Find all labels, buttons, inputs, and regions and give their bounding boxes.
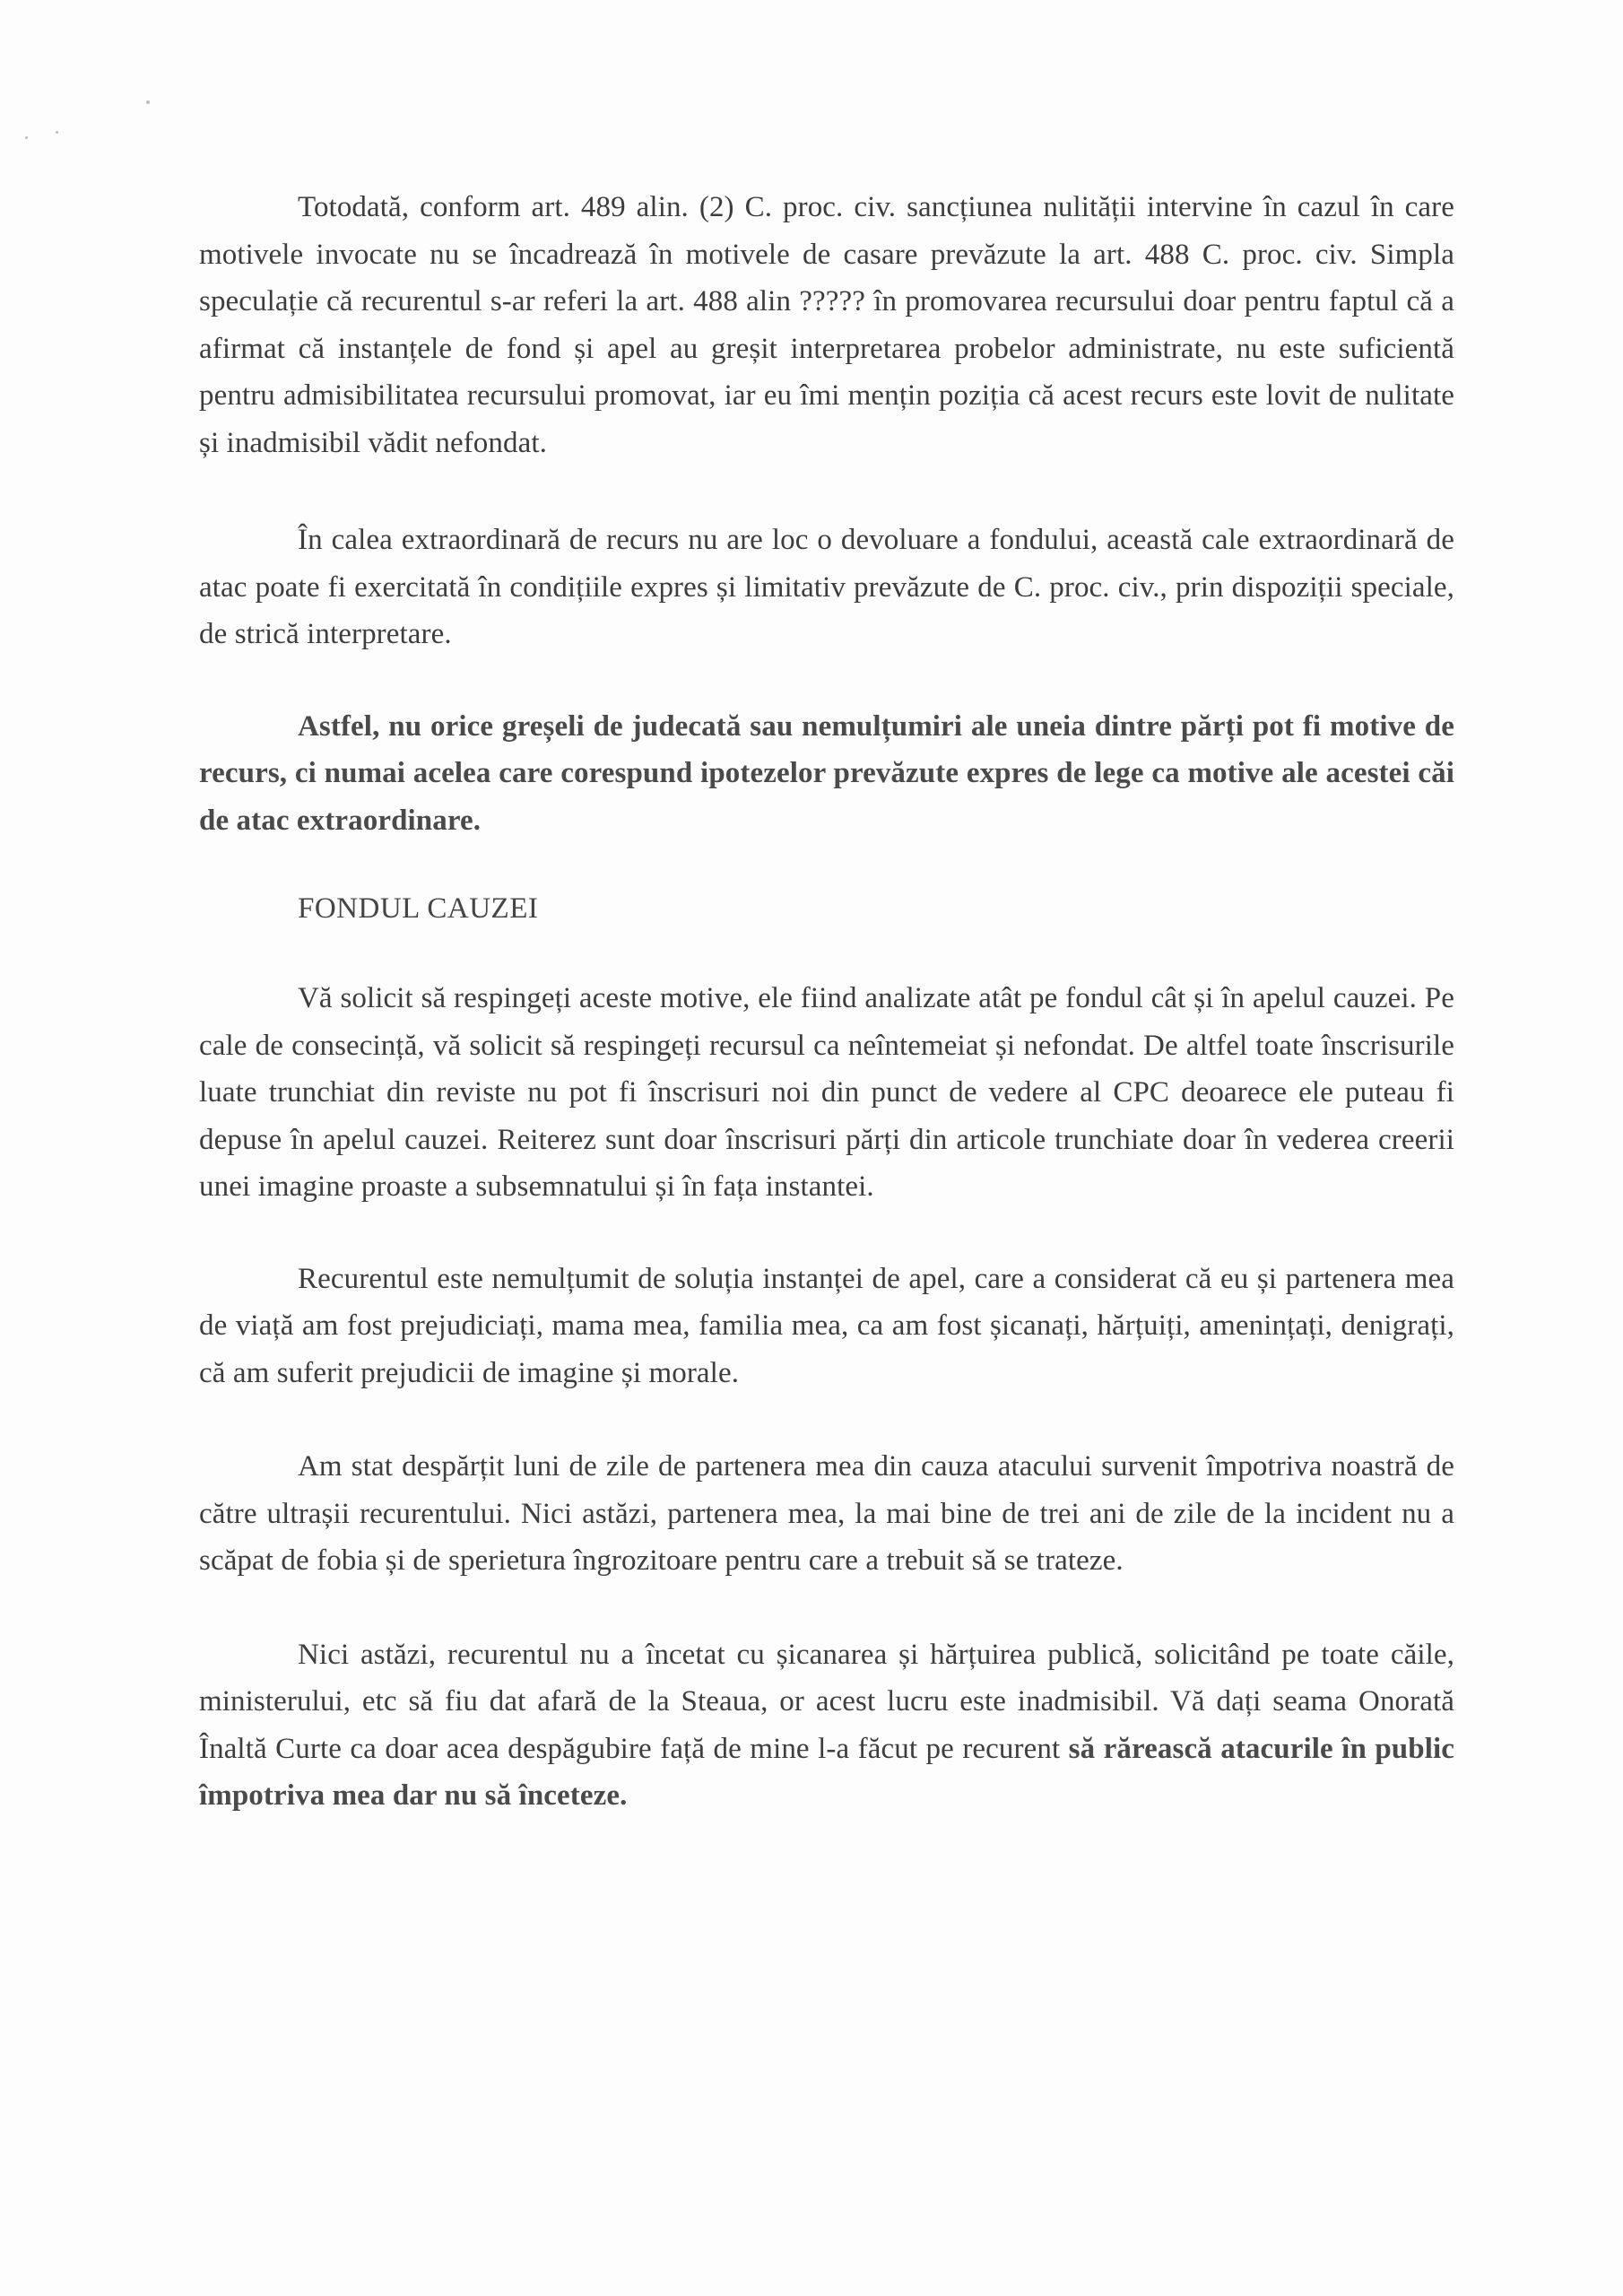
scan-speck bbox=[25, 136, 28, 139]
paragraph-harassment bbox=[199, 1631, 1454, 1820]
paragraph-harassment-emphasis: să rărească atacurile în public împotriva mea dar nu să înceteze. bbox=[199, 1732, 1454, 1812]
scan-speck bbox=[56, 131, 58, 134]
paragraph-harassment-text: Nici astăzi, recurentul nu a încetat cu șicanarea și hărțuirea publică, solicitând pe toate căile, ministerului, etc să fiu dat afară de la Steaua, or acest lucru este inadmisibil. Vă dați seama Onorată Înaltă Curte ca doar acea despăgubire față de mine l-a făcut pe recurent bbox=[199, 1638, 1454, 1765]
paragraph-recourse-grounds: Astfel, nu orice greșeli de judecată sau nemulțumiri ale uneia dintre părți pot fi motive de recurs, ci numai acelea care corespund ipotezelor prevăzute expres de lege ca motive ale acestei căi de atac extraordinare. bbox=[199, 709, 1454, 837]
paragraph-appellant-discontent: Recurentul este nemulțumit de soluția instanței de apel, care a considerat că eu și partenera mea de viață am fost prejudiciați, mama mea, familia mea, ca am fost șicanați, hărțuiți, amenințați, denigrați, că am suferit prejudicii de imagine și morale. bbox=[199, 1262, 1454, 1389]
paragraph-nullity: Totodată, conform art. 489 alin. (2) C. proc. civ. sancțiunea nulității intervine în cazul în care motivele invocate nu se încadrează în motivele de casare prevăzute la art. 488 C. proc. civ. Simpla speculație că recurentul s-ar referi la art. 488 alin ????? în promovarea recursului doar pentru faptul că a afirmat că instanțele de fond și apel au greșit interpretarea probelor administrate, nu este suficientă pentru admisibilitatea recursului promovat, iar eu îmi mențin poziția că acest recurs este lovit de nulitate și inadmisibil vădit nefondat. bbox=[199, 191, 1454, 459]
paragraph-request-rejection: Vă solicit să respingeți aceste motive, ele fiind analizate atât pe fondul cât și în apelul cauzei. Pe cale de consecință, vă solicit să respingeți recursul ca neîntemeiat și nefondat. De altfel toate înscrisurile luate trunchiat din reviste nu pot fi înscrisuri noi din punct de vedere al CPC deoarece ele puteau fi depuse în apelul cauzei. Reiterez sunt doar înscrisuri părți din articole trunchiate doar în vederea creerii unei imagine proaste a subsemnatului și în fața instantei. bbox=[199, 982, 1454, 1203]
paragraph-separation: Am stat despărțit luni de zile de partenera mea din cauza atacului survenit împotriva noastră de către ultrașii recurentului. Nici astăzi, partenera mea, la mai bine de trei ani de zile de la incident nu a scăpat de fobia și de sperietura îngrozitoare pentru care a trebuit să se trateze. bbox=[199, 1450, 1454, 1577]
scan-speck bbox=[146, 100, 150, 104]
section-heading: FONDUL CAUZEI bbox=[298, 892, 539, 925]
paragraph-extraordinary-appeal: În calea extraordinară de recurs nu are loc o devoluare a fondului, această cale extraordinară de atac poate fi exercitată în condițiile expres și limitativ prevăzute de C. proc. civ., prin dispoziții speciale, de strică interpretare. bbox=[199, 524, 1454, 650]
document-body bbox=[199, 184, 1454, 1820]
